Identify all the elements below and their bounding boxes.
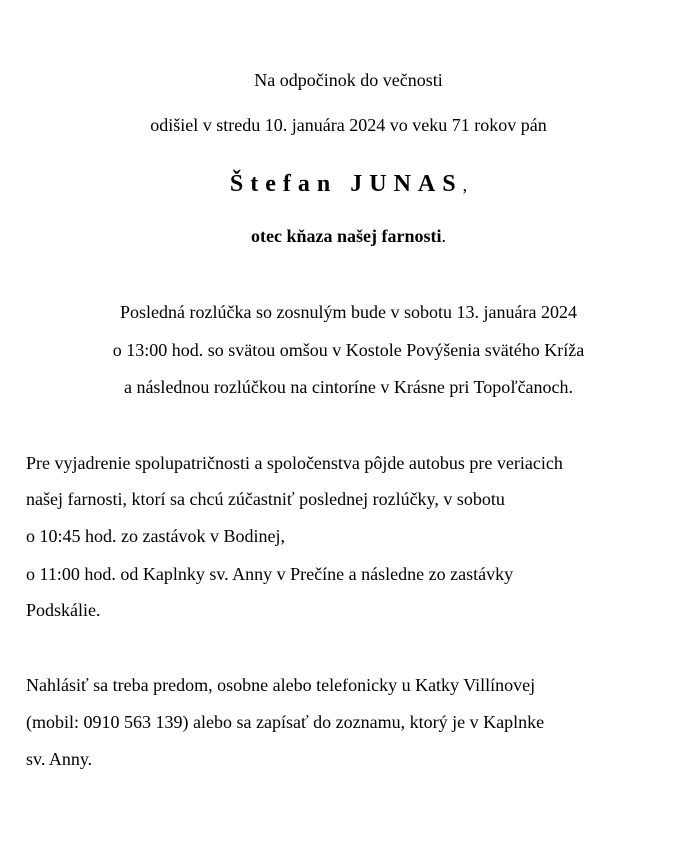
deceased-role-suffix: . [441,226,446,246]
deceased-role: otec kňaza našej farnosti [251,226,442,246]
signup-line-3: sv. Anny. [26,749,93,769]
bus-line-5: Podskálie. [26,600,101,620]
bus-line-4: o 11:00 hod. od Kaplnky sv. Anny v Prečíne a následne zo zastávky [26,564,514,584]
farewell-line-2: o 13:00 hod. so svätou omšou v Kostole Povýšenia svätého Kríža [112,340,585,360]
header-line-2: odišiel v stredu 10. januára 2024 vo veku 71 rokov pán [150,115,547,135]
bus-line-2: našej farnosti, ktorí sa chcú zúčastniť poslednej rozlúčky, v sobotu [26,489,505,509]
bus-line-1: Pre vyjadrenie spolupatričnosti a spoločenstva pôjde autobus pre veriacich [26,453,563,473]
deceased-name-suffix: , [462,175,468,195]
signup-line-1: Nahlásiť sa treba predom, osobne alebo telefonicky u Katky Villínovej [26,675,536,695]
deceased-name: Štefan JUNAS [229,171,463,197]
header-line-1: Na odpočinok do večnosti [254,70,443,90]
signup-line-2: (mobil: 0910 563 139) alebo sa zapísať do zoznamu, ktorý je v Kaplnke [26,712,545,732]
farewell-line-1: Posledná rozlúčka so zosnulým bude v sobotu 13. januára 2024 [120,302,577,322]
farewell-line-3: a následnou rozlúčkou na cintoríne v Krásne pri Topoľčanoch. [123,377,574,397]
deceased-role-line [0,227,697,245]
bus-line-3: o 10:45 hod. zo zastávok v Bodinej, [26,526,285,546]
deceased-name-line [0,172,697,196]
